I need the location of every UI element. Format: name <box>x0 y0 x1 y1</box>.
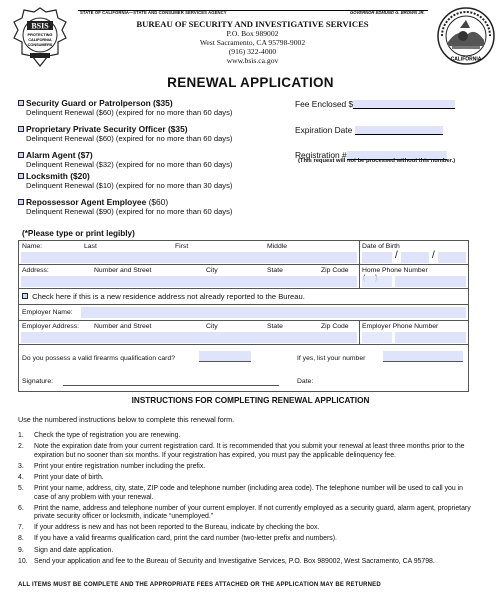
po-box: P.O. Box 989002 <box>226 29 279 38</box>
california-state-seal <box>436 6 496 66</box>
agency-phone: (916) 322-4000 <box>228 47 277 56</box>
new-address-row[interactable]: Check here if this is a new residence address not already reported to the Bureau. <box>19 289 468 305</box>
svg-text:CALIFORNIA: CALIFORNIA <box>450 56 482 63</box>
firearms-signature-row: Do you possess a valid firearms qualification card? If yes, list your number Signature: Date: <box>19 345 468 391</box>
expiration-input[interactable] <box>355 126 443 135</box>
svg-text:BSIS: BSIS <box>31 21 49 31</box>
list-item: 9. Sign and date application. <box>18 546 114 554</box>
fee-input[interactable] <box>353 100 455 109</box>
list-item: 10. Send your application and fee to the Bureau of Security and Investigative Services, P.O. Box 989002, West Sacramento, CA 95798. <box>18 557 435 565</box>
home-area-code-input[interactable] <box>362 276 392 287</box>
state-agency-line: STATE OF CALIFORNIA—STATE AND CONSUMER SERVICES AGENCY <box>80 10 227 15</box>
print-legibly-note: (*Please type or print legibly) <box>22 229 135 238</box>
license-option-repossessor[interactable]: Repossessor Agent Employee ($60) Delinquent Renewal ($90) (expired for no more than 60 days) <box>18 197 232 217</box>
checkbox[interactable] <box>18 100 24 106</box>
license-option-ppso[interactable]: Proprietary Private Security Officer ($35) Delinquent Renewal ($60) (expired for no more than 60 days) <box>18 124 232 144</box>
name-row: Name: Last First Middle Date of Birth / / <box>19 241 468 265</box>
instructions-list <box>18 432 478 569</box>
expiration-date: Expiration Date <box>295 125 443 135</box>
agency-name: BUREAU OF SECURITY AND INVESTIGATIVE SERVICES <box>136 19 369 29</box>
registration-number: Registration # <box>295 150 447 160</box>
footer-warning: ALL ITEMS MUST BE COMPLETE AND THE APPROPRIATE FEES ATTACHED OR THE APPLICATION MAY BE RETURNED <box>18 582 381 588</box>
license-option-alarm[interactable]: Alarm Agent ($7) Delinquent Renewal ($32) (expired for no more than 60 days) <box>18 150 232 170</box>
list-item: 8. If you have a valid firearms qualification card, print the card number (two-letter prefix and numbers). <box>18 535 337 543</box>
dob-day-input[interactable] <box>401 252 429 263</box>
name-input[interactable] <box>21 252 357 263</box>
employer-address-input[interactable] <box>21 332 357 343</box>
page-title: RENEWAL APPLICATION <box>167 75 334 90</box>
employer-area-code-input[interactable] <box>362 332 392 343</box>
governor-line: GOVERNOR EDMUND G. BROWN JR. <box>350 10 425 15</box>
checkbox[interactable] <box>18 152 24 158</box>
list-item: 2. Note the expiration date from your current registration card. It is recommended that you submit your renewal at least three months prior to the expiration but no sooner than six months. If your registration has expired, you must pay the applicable delinquency fee. <box>18 443 465 459</box>
bsis-badge-logo <box>12 6 68 68</box>
registration-note: (This request will not be processed without this number.) <box>298 158 456 164</box>
list-item: 4. Print your date of birth. <box>18 473 104 481</box>
checkbox[interactable] <box>18 126 24 132</box>
instructions-intro: Use the numbered instructions below to complete this renewal form. <box>18 415 235 424</box>
dob-year-input[interactable] <box>438 252 466 263</box>
fee-enclosed: Fee Enclosed $ <box>295 99 455 109</box>
list-item: 6. Print the name, address and telephone number of your current employer. If not currently employed as a security guard, alarm agent, proprietary private security officer or locksmith, indicate “unemployed.” <box>18 504 471 521</box>
home-phone-input[interactable] <box>395 276 466 287</box>
svg-text:CONSUMERS: CONSUMERS <box>27 43 53 47</box>
address-row: Address: Number and Street City State Zip Code Home Phone Number <box>19 265 468 289</box>
list-item: 5. Print your name, address, city, state, ZIP code and telephone number (including area code). The telephone number will be used to call you in case of any problem with your renewal. <box>18 484 463 501</box>
checkbox[interactable] <box>18 173 24 179</box>
instructions-title: INSTRUCTIONS FOR COMPLETING RENEWAL APPLICATION <box>131 396 370 405</box>
list-item: 1. Check the type of registration you are renewing. <box>18 432 181 439</box>
agency-city: West Sacramento, CA 95798-9002 <box>199 38 306 47</box>
svg-text:CALIFORNIA: CALIFORNIA <box>28 38 52 42</box>
dob-month-input[interactable] <box>362 252 392 263</box>
address-input[interactable] <box>21 276 357 287</box>
list-item: 7. If your address is new and has not been reported to the Bureau, indicate by checking the box. <box>18 524 320 532</box>
license-option-locksmith[interactable]: Locksmith ($20) Delinquent Renewal ($10) (expired for no more than 30 days) <box>18 171 232 191</box>
license-option-guard[interactable]: Security Guard or Patrolperson ($35) Delinquent Renewal ($60) (expired for no more than 60 days) <box>18 98 232 118</box>
firearms-answer-input[interactable] <box>199 351 251 362</box>
employer-address-row: Employer Address: Number and Street City State Zip Code Employer Phone Number <box>19 321 468 345</box>
new-address-checkbox[interactable] <box>22 293 28 299</box>
list-item: 3. Print your entire registration number including the prefix. <box>18 462 206 470</box>
svg-text:PROTECTING: PROTECTING <box>27 33 53 37</box>
applicant-form <box>18 240 469 392</box>
signature-line[interactable] <box>63 385 279 386</box>
employer-name-input[interactable] <box>81 307 466 318</box>
employer-phone-input[interactable] <box>395 332 466 343</box>
checkbox[interactable] <box>18 199 24 205</box>
agency-website: www.bsis.ca.gov <box>226 56 279 65</box>
firearms-number-input[interactable] <box>383 351 463 362</box>
employer-name-row: Employer Name: <box>19 305 468 321</box>
